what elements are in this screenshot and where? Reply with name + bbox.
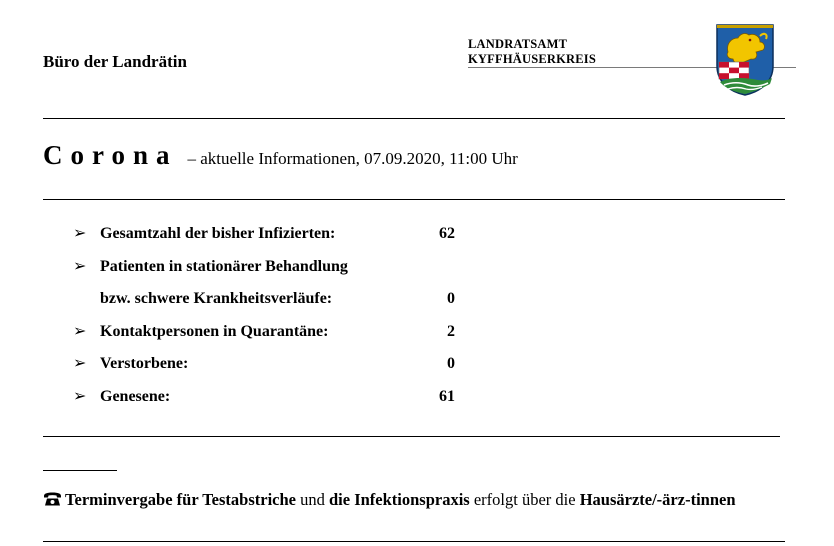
footer-text-1: und	[296, 490, 329, 509]
footer-text-2: erfolgt über die	[469, 490, 580, 509]
stat-label: Patienten in stationärer Behandlung	[100, 257, 348, 275]
stat-row-deceased	[73, 350, 473, 383]
stat-label: Gesamtzahl der bisher Infizierten:	[100, 225, 336, 242]
stat-label: bzw. schwere Krankheitsverläufe:	[100, 290, 333, 307]
stat-label: Genesene:	[100, 387, 171, 405]
arrow-bullet-icon: ➢	[73, 257, 87, 275]
footer-bold-1: Terminvergabe für Testabstriche	[65, 490, 296, 509]
header-rule	[43, 118, 785, 119]
stat-label: Verstorbene:	[100, 355, 189, 372]
agency-line-1: LANDRATSAMT	[468, 37, 568, 51]
stat-row-hospitalized	[73, 253, 473, 286]
telephone-icon	[43, 492, 62, 506]
footnote-separator	[43, 470, 117, 471]
agency-name	[468, 37, 596, 67]
stat-value: 0	[447, 355, 455, 372]
arrow-bullet-icon: ➢	[73, 387, 87, 405]
title-rule	[43, 199, 785, 200]
arrow-bullet-icon: ➢	[73, 225, 87, 242]
stat-label: Kontaktpersonen in Quarantäne:	[100, 322, 329, 340]
stats-rule	[43, 436, 780, 437]
statistics-list	[73, 220, 473, 415]
title-subtitle: – aktuelle Informationen, 07.09.2020, 11:00 Uhr	[187, 149, 518, 168]
stat-value: 61	[439, 387, 455, 405]
arrow-bullet-icon: ➢	[73, 355, 87, 372]
arrow-bullet-icon: ➢	[73, 322, 87, 340]
stat-row-infected	[73, 220, 473, 253]
footer-bold-2: die Infektionspraxis	[329, 490, 470, 509]
stat-row-recovered	[73, 383, 473, 416]
stat-row-severe	[73, 285, 473, 318]
footer-rule	[43, 541, 785, 542]
agency-line-2: KYFFHÄUSERKREIS	[468, 52, 597, 66]
stat-value: 2	[447, 322, 455, 340]
stat-value: 0	[447, 290, 455, 307]
office-name: Büro der Landrätin	[43, 52, 187, 71]
document-title	[43, 140, 518, 171]
title-main: Corona	[43, 140, 178, 170]
stat-value: 62	[439, 225, 455, 242]
stat-row-quarantine	[73, 318, 473, 351]
coat-of-arms-icon	[714, 22, 776, 96]
footer-note	[43, 485, 788, 514]
footer-bold-3: Hausärzte/-ärz-tinnen	[579, 490, 736, 509]
